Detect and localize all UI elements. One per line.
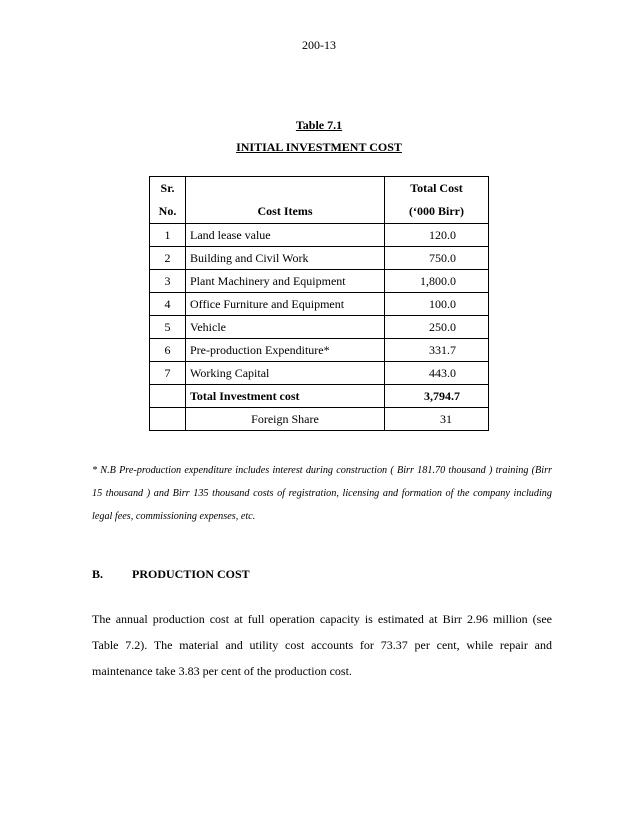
table-row (150, 293, 489, 316)
share-value: 31 (385, 408, 489, 431)
header-no: No. (150, 200, 186, 224)
row-item: Office Furniture and Equipment (186, 293, 385, 316)
investment-cost-table (149, 176, 489, 431)
production-cost-paragraph: The annual production cost at full operation capacity is estimated at Birr 2.96 million (see Table 7.2). The material and utility cost accounts for 73.37 per cent, while repair and maintenance take 3.83 per cent of the production cost. (92, 612, 552, 678)
table-title: Table 7.1 (295, 118, 343, 132)
total-label: Total Investment cost (186, 385, 385, 408)
row-cost: 1,800.0 (385, 270, 489, 293)
table-header-row (150, 200, 489, 224)
share-no-blank (150, 408, 186, 431)
row-no: 2 (150, 247, 186, 270)
row-no: 7 (150, 362, 186, 385)
table-header-row (150, 177, 489, 201)
table-row (150, 339, 489, 362)
row-item: Plant Machinery and Equipment (186, 270, 385, 293)
row-cost: 750.0 (385, 247, 489, 270)
table-row (150, 247, 489, 270)
row-no: 6 (150, 339, 186, 362)
row-item: Vehicle (186, 316, 385, 339)
footnote: * N.B Pre-production expenditure includes interest during construction ( Birr 181.70 thousand ) training (Birr 15 thousand ) and Birr 135 thousand costs of registration, licensing and formation of the company including legal fees, commissioning expenses, etc. (92, 465, 552, 522)
header-item-blank (186, 177, 385, 201)
header-cost-items: Cost Items (186, 200, 385, 224)
total-row (150, 385, 489, 408)
table-row (150, 362, 489, 385)
header-total-cost: Total Cost (385, 177, 489, 201)
table-subtitle: INITIAL INVESTMENT COST (236, 140, 402, 154)
share-label: Foreign Share (186, 408, 385, 431)
row-no: 3 (150, 270, 186, 293)
row-no: 4 (150, 293, 186, 316)
row-cost: 443.0 (385, 362, 489, 385)
row-cost: 250.0 (385, 316, 489, 339)
header-unit: (‘000 Birr) (385, 200, 489, 224)
row-item: Pre-production Expenditure* (186, 339, 385, 362)
row-item: Land lease value (186, 224, 385, 247)
section-letter: B. (92, 567, 104, 581)
table-row (150, 270, 489, 293)
foreign-share-row (150, 408, 489, 431)
row-item: Working Capital (186, 362, 385, 385)
row-cost: 331.7 (385, 339, 489, 362)
table-row (150, 224, 489, 247)
row-cost: 100.0 (385, 293, 489, 316)
total-no-blank (150, 385, 186, 408)
header-sr: Sr. (150, 177, 186, 201)
row-cost: 120.0 (385, 224, 489, 247)
section-title: PRODUCTION COST (132, 567, 250, 581)
row-no: 1 (150, 224, 186, 247)
row-no: 5 (150, 316, 186, 339)
page-number: 200-13 (302, 38, 336, 52)
row-item: Building and Civil Work (186, 247, 385, 270)
total-value: 3,794.7 (385, 385, 489, 408)
table-row (150, 316, 489, 339)
section-heading (92, 567, 250, 582)
